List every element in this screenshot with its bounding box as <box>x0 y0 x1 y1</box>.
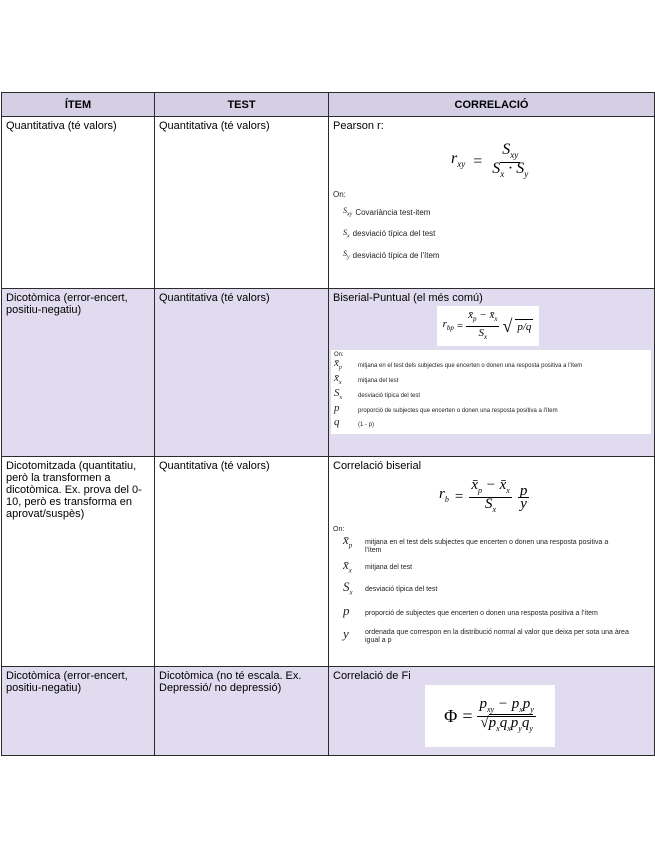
legend-symbol-sub: x <box>347 233 350 240</box>
table-row <box>2 289 655 457</box>
correlation-title: Pearson r: <box>333 120 384 132</box>
correlation-title: Correlació de Fi <box>333 670 411 682</box>
cell-correlacio <box>329 117 655 289</box>
legend-on-label: On: <box>333 190 346 199</box>
sqrt-sign: √ <box>502 316 513 336</box>
formula-symbol: S <box>478 326 484 339</box>
legend-item <box>333 558 650 578</box>
legend-text: (1 - p) <box>358 422 375 428</box>
formula-symbol: r <box>439 486 445 502</box>
formula-symbol: q <box>521 714 530 731</box>
formula-symbol-sub: y <box>524 168 529 179</box>
legend-symbol: x̄ <box>343 532 349 547</box>
legend-item <box>334 359 648 374</box>
formula-symbol: q <box>499 714 508 731</box>
legend-symbol: q <box>334 416 340 429</box>
correlation-title: Biserial-Puntual (el més comú) <box>333 292 483 304</box>
legend-item <box>343 206 650 220</box>
legend-symbol: S <box>343 206 347 215</box>
legend-symbol-sub: y <box>347 254 350 261</box>
legend-symbol-sub: x <box>339 395 343 402</box>
cell-test: Dicotòmica (no té escala. Ex. Depressió/ no depressió) <box>155 667 329 756</box>
phi-formula: Φ = $\frac{p_{xy} - p_xp_y}{√p_xq_xp_yq_y}$ <box>425 685 555 747</box>
legend-symbol-sub: x <box>338 380 342 387</box>
formula-symbol-sub: x <box>506 485 510 495</box>
formula-symbol: S <box>492 159 501 177</box>
cell-correlacio <box>329 289 655 457</box>
formula-symbol-sub: x <box>494 315 498 324</box>
sqrt-sign: √ <box>480 714 489 731</box>
formula-symbol-sub: x <box>492 504 497 514</box>
header-item: ÍTEM <box>2 93 155 117</box>
cell-correlacio <box>329 667 655 756</box>
legend-text: proporció de subjectes que encerten o donen una resposta positiva a l'ítem <box>358 408 558 414</box>
legend-on-label: On: <box>334 352 344 358</box>
formula-symbol-sub: y <box>530 704 534 714</box>
legend-symbol: x̄ <box>334 357 339 370</box>
formula-symbol-sub: y <box>518 723 522 733</box>
legend-symbol: x̄ <box>343 557 349 573</box>
legend-item <box>343 228 650 242</box>
legend-text: mitjana en el test dels subjectes que encerten o donen una resposta positiva a l'ítem <box>365 539 609 554</box>
cell-test: Quantitativa (té valors) <box>155 289 329 457</box>
legend-text: mitjana del test <box>365 564 413 571</box>
formula-symbol-sub: y <box>529 723 533 733</box>
formula-symbol-sub: p <box>473 315 477 324</box>
legend-item <box>334 374 648 389</box>
cell-item: Dicotomitzada (quantitatiu, però la transformen a dicotòmica. Ex. prova del 0-10, però es transforma en aprovat/suspès) <box>2 457 155 667</box>
table-row <box>2 117 655 289</box>
formula-legend <box>333 526 650 648</box>
legend-symbol: S <box>343 579 350 595</box>
correlation-title: Correlació biserial <box>333 460 422 472</box>
formula-symbol: S <box>485 495 493 512</box>
legend-item <box>333 532 650 558</box>
formula-symbol: S <box>502 141 511 159</box>
biserial-formula: $r_b$ = $\frac{x̄_p - x̄_x}{S_x}$ $\frac{p}{y}$ <box>439 476 528 514</box>
correlation-table <box>1 92 655 756</box>
legend-text: Covariància test-item <box>355 207 431 217</box>
legend-item <box>334 404 648 419</box>
header-test: TEST <box>155 93 329 117</box>
legend-item <box>333 578 650 602</box>
formula-symbol-sub: xy <box>457 159 466 170</box>
legend-symbol-sub: xy <box>347 211 353 218</box>
formula-symbol: p <box>522 695 531 712</box>
legend-symbol-sub: x <box>348 566 352 575</box>
formula-symbol-sub: x <box>483 332 488 341</box>
legend-item <box>333 626 650 648</box>
pearson-formula: $r_{xy}$ = $\frac{S_{xy}}{S_x \cdot S_y}$ <box>451 141 529 179</box>
formula-symbol: p <box>510 714 519 731</box>
formula-symbol-sub: xy <box>510 150 519 161</box>
formula-symbol: p <box>488 714 497 731</box>
cell-test: Quantitativa (té valors) <box>155 117 329 289</box>
cell-item: Dicotòmica (error-encert, positiu-negatiu) <box>2 289 155 457</box>
table-header-row <box>2 93 655 117</box>
legend-on-label: On: <box>333 526 345 533</box>
table-row <box>2 457 655 667</box>
legend-symbol-sub: p <box>338 365 342 372</box>
formula-symbol: x̄ <box>468 309 473 322</box>
legend-symbol-sub: p <box>348 541 353 550</box>
formula-legend <box>333 190 650 263</box>
formula-symbol-sub: b <box>444 495 449 504</box>
legend-item <box>334 389 648 404</box>
formula-symbol: S <box>516 159 525 177</box>
cell-correlacio <box>329 457 655 667</box>
formula-symbol: p <box>517 320 523 333</box>
formula-symbol-sub: xy <box>486 704 495 714</box>
formula-symbol: x̄ <box>499 476 507 493</box>
formula-symbol: p <box>479 695 487 712</box>
legend-text: mitjana en el test dels subjectes que encerten o donen una resposta positiva a l'ítem <box>358 363 583 369</box>
formula-symbol-sub: x <box>519 704 523 714</box>
legend-text: desviació típica del test <box>365 586 438 593</box>
formula-symbol-sub: x <box>496 723 500 733</box>
legend-text: ordenada que correspon en la distribució normal al valor que deixa per sota una àrea igual a p <box>365 629 629 644</box>
formula-symbol: p <box>519 482 528 499</box>
legend-item <box>343 249 650 263</box>
legend-text: desviació típica del test <box>352 229 436 239</box>
header-correlacio: CORRELACIÓ <box>329 93 655 117</box>
cell-item: Dicotòmica (error-encert, positiu-negatiu) <box>2 667 155 756</box>
formula-symbol-sub: bp <box>446 324 454 333</box>
legend-symbol: y <box>343 626 349 642</box>
legend-symbol: S <box>334 387 340 400</box>
legend-text: desviació típica de l'ítem <box>352 250 440 260</box>
formula-symbol: x̄ <box>489 309 495 322</box>
table-row <box>2 667 655 756</box>
legend-item <box>334 416 648 432</box>
cell-item: Quantitativa (té valors) <box>2 117 155 289</box>
legend-text: desviació típica del test <box>358 393 421 399</box>
formula-symbol-sub: x <box>500 168 505 179</box>
legend-symbol: S <box>343 249 347 259</box>
cell-test: Quantitativa (té valors) <box>155 457 329 667</box>
legend-symbol-sub: x <box>349 588 353 597</box>
legend-item <box>333 602 650 626</box>
formula-legend <box>331 350 651 434</box>
formula-symbol: x̄ <box>471 476 478 493</box>
legend-text: proporció de subjectes que encerten o donen una resposta positiva a l'ítem <box>365 610 598 617</box>
formula-symbol: r <box>451 150 458 168</box>
legend-symbol: x̄ <box>334 372 339 385</box>
formula-symbol: y <box>520 495 527 512</box>
formula-symbol-sub: p <box>477 485 482 495</box>
formula-symbol-sub: x <box>507 723 511 733</box>
legend-text: mitjana del test <box>358 378 399 384</box>
formula-symbol: q <box>525 320 532 333</box>
biserial-puntual-formula: $r_{bp}$ = $\frac{x̄_p - x̄_x}{S_x}$ √ p/q <box>437 306 539 346</box>
legend-symbol: p <box>343 603 350 619</box>
formula-symbol: r <box>442 317 447 330</box>
legend-symbol: S <box>343 227 347 237</box>
formula-symbol: p <box>511 695 520 712</box>
formula-symbol: Φ <box>444 706 458 726</box>
legend-symbol: p <box>334 402 340 415</box>
